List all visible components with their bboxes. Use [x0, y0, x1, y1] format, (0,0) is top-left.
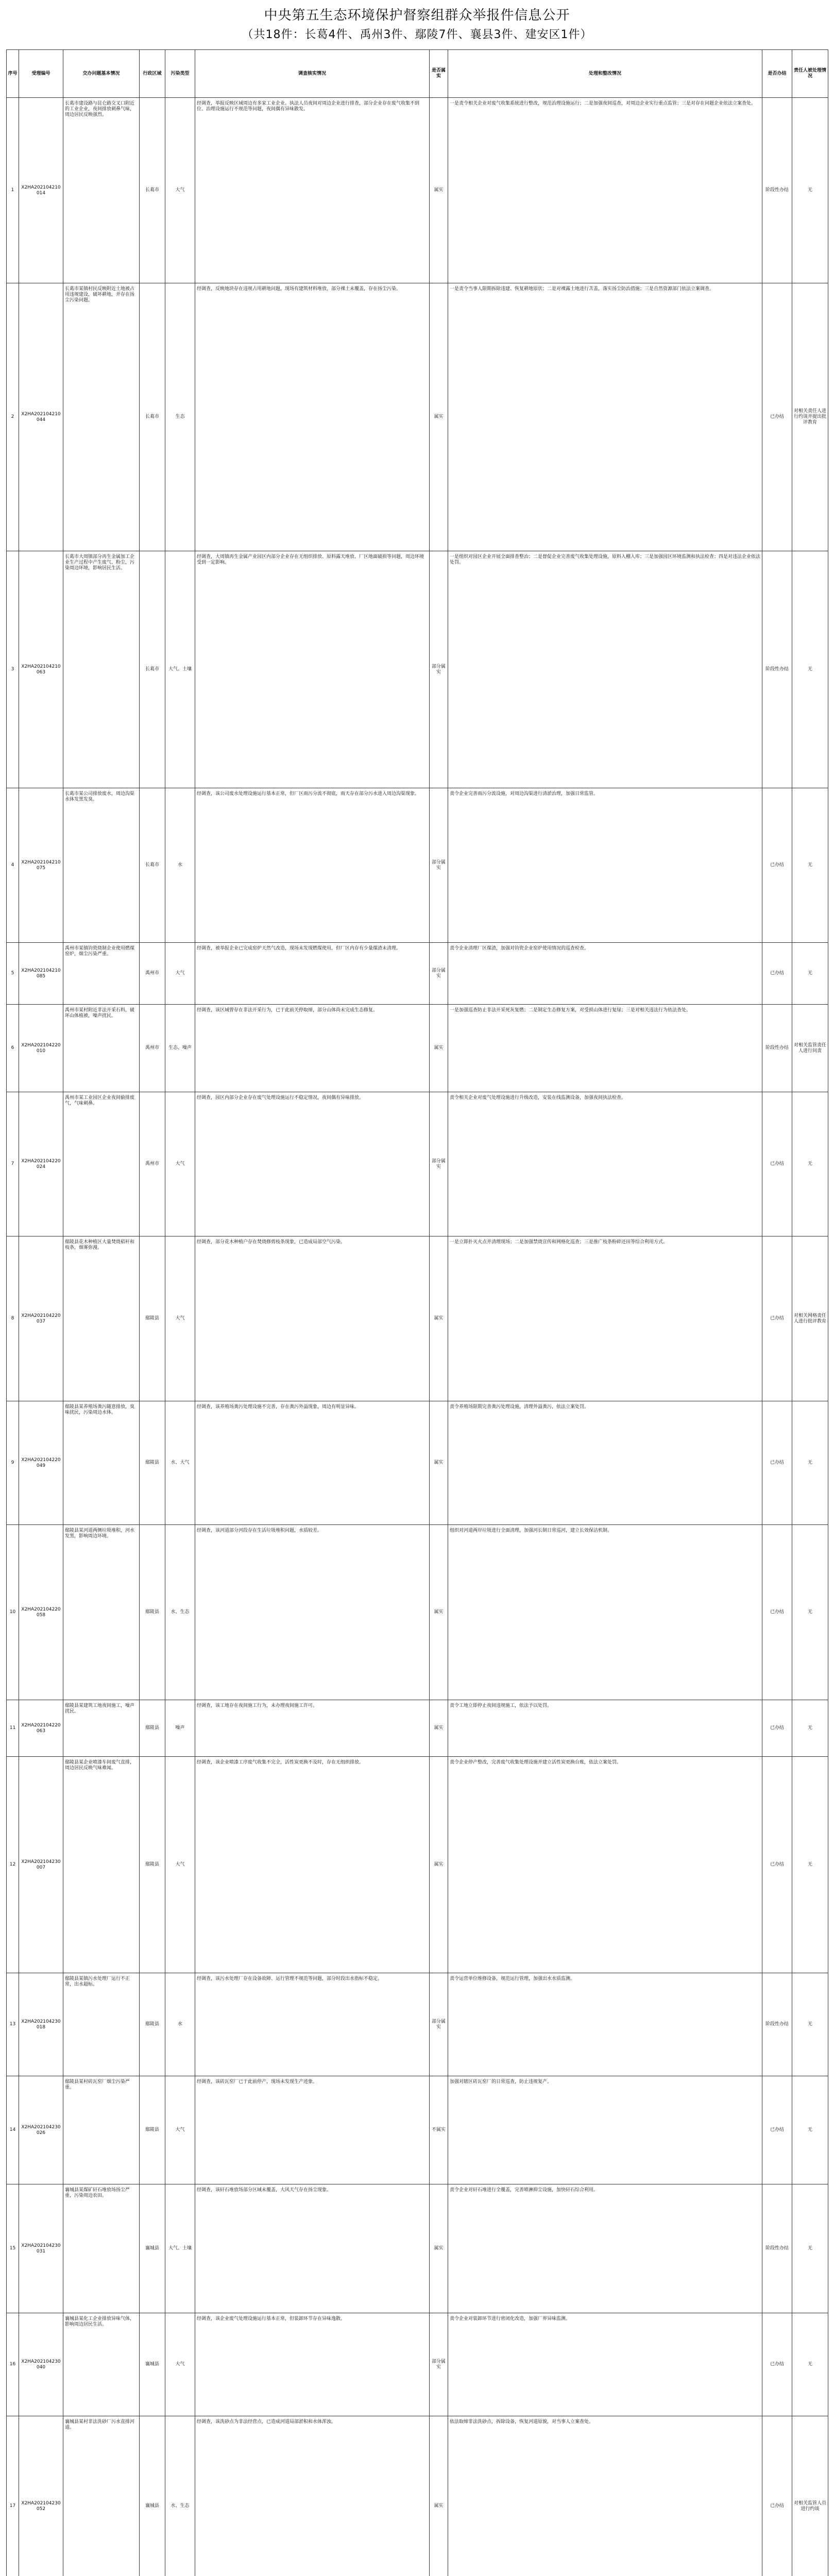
row-number: 17 — [7, 2416, 19, 2576]
verified-status: 部分属实 — [430, 551, 448, 788]
verified-status: 属实 — [430, 1005, 448, 1092]
closed-status: 已办结 — [762, 1525, 792, 1700]
issue-summary: 鄢陵县花木种植区大量焚烧秸秆和枝条，烟雾弥漫。 — [63, 1236, 140, 1401]
row-number: 7 — [7, 1092, 19, 1236]
table-row — [7, 283, 828, 551]
issue-summary: 鄢陵县某村砖瓦窑厂烟尘污染严重。 — [63, 2076, 140, 2184]
verified-status: 属实 — [430, 98, 448, 283]
pollution-type: 生态、噪声 — [165, 1005, 195, 1092]
table-row — [7, 1236, 828, 1401]
pollution-type: 大气、土壤 — [165, 2184, 195, 2313]
investigation-text: 经调查，被举报企业已完成窑炉天然气改造，现场未发现燃煤使用，但厂区内存有少量煤渣未清理。 — [195, 943, 430, 1005]
verified-status: 属实 — [430, 283, 448, 551]
accountability: 无 — [792, 943, 828, 1005]
handling-text: 责令企业完善雨污分流设施，对周边沟渠进行清淤治理，加强日常监管。 — [448, 788, 762, 943]
handling-text: 一是立即扑灭火点并清理现场；二是加强禁烧宣传和网格化巡查；三是推广枝条粉碎还田等综合利用方式。 — [448, 1236, 762, 1401]
handling-text: 责令相关企业对废气处理设施进行升级改造，安装在线监测设备，加强夜间执法检查。 — [448, 1092, 762, 1236]
investigation-text: 经调查，该工地存在夜间施工行为，未办理夜间施工许可。 — [195, 1700, 430, 1757]
region: 鄢陵县 — [140, 1700, 165, 1757]
issue-summary: 鄢陵县某建筑工地夜间施工，噪声扰民。 — [63, 1700, 140, 1757]
closed-status: 阶段性办结 — [762, 551, 792, 788]
closed-status: 已办结 — [762, 1401, 792, 1525]
accountability: 无 — [792, 2313, 828, 2416]
row-number: 8 — [7, 1236, 19, 1401]
row-number: 10 — [7, 1525, 19, 1700]
row-number: 9 — [7, 1401, 19, 1525]
table-row — [7, 943, 828, 1005]
row-number: 4 — [7, 788, 19, 943]
case-id: X2HA202104230052 — [19, 2416, 63, 2576]
issue-summary: 长葛市大周镇部分再生金属加工企业生产过程中产生废气、粉尘，污染周边环境，影响居民生活。 — [63, 551, 140, 788]
investigation-text: 经调查，该矸石堆放场部分区域未覆盖，大风天气存在扬尘现象。 — [195, 2184, 430, 2313]
column-header: 序号 — [7, 50, 19, 98]
investigation-text: 经调查，该企业废气处理设施运行基本正常，但装卸环节存在异味逸散。 — [195, 2313, 430, 2416]
investigation-text: 经调查，部分花木种植户存在焚烧修剪枝条现象，已造成局部空气污染。 — [195, 1236, 430, 1401]
verified-status: 属实 — [430, 2184, 448, 2313]
pollution-type: 大气 — [165, 943, 195, 1005]
accountability: 无 — [792, 98, 828, 283]
closed-status: 阶段性办结 — [762, 1973, 792, 2076]
investigation-text: 经调查，该养殖场粪污处理设施不完善，存在粪污外溢现象，周边有明显异味。 — [195, 1401, 430, 1525]
region: 禹州市 — [140, 943, 165, 1005]
table-row — [7, 2076, 828, 2184]
accountability: 无 — [792, 1525, 828, 1700]
region: 长葛市 — [140, 98, 165, 283]
handling-text: 责令企业对装卸环节进行密闭化改造，加强厂界异味监测。 — [448, 2313, 762, 2416]
pollution-type: 大气、土壤 — [165, 551, 195, 788]
case-id: X2HA202104230031 — [19, 2184, 63, 2313]
issue-summary: 禹州市某镇钧瓷烧制企业使用燃煤窑炉，烟尘污染严重。 — [63, 943, 140, 1005]
accountability: 无 — [792, 1757, 828, 1973]
column-header: 责任人被处理情况 — [792, 50, 828, 98]
closed-status: 已办结 — [762, 1092, 792, 1236]
column-header: 污染类型 — [165, 50, 195, 98]
accountability: 无 — [792, 1401, 828, 1525]
region: 长葛市 — [140, 283, 165, 551]
handling-text: 一是责令当事人限期拆除违建、恢复耕地原状；二是对裸露土地进行苫盖，落实扬尘防治措施；三是自然资源部门依法立案调查。 — [448, 283, 762, 551]
table-row — [7, 1700, 828, 1757]
column-header: 是否属实 — [430, 50, 448, 98]
verified-status: 属实 — [430, 1525, 448, 1700]
row-number: 13 — [7, 1973, 19, 2076]
investigation-text: 经调查，园区内部分企业存在废气处理设施运行不稳定情况，夜间偶有异味排放。 — [195, 1092, 430, 1236]
issue-summary: 长葛市建设路与昆仑路交叉口附近的工业企业，夜间排放刺鼻气味，周边居民反映强烈。 — [63, 98, 140, 283]
table-header-row — [7, 50, 828, 98]
pollution-type: 水 — [165, 1973, 195, 2076]
verified-status: 部分属实 — [430, 1973, 448, 2076]
region: 长葛市 — [140, 788, 165, 943]
pollution-type: 大气 — [165, 2313, 195, 2416]
region: 禹州市 — [140, 1005, 165, 1092]
column-header: 交办问题基本情况 — [63, 50, 140, 98]
case-id: X2HA202104220063 — [19, 1700, 63, 1757]
investigation-text: 经调查，该河道部分河段存在生活垃圾堆积问题，水质较差。 — [195, 1525, 430, 1700]
table-row — [7, 1005, 828, 1092]
issue-summary: 长葛市某镇村民反映附近土地被占用违规建设，破坏耕地，并存在扬尘污染问题。 — [63, 283, 140, 551]
verified-status: 部分属实 — [430, 2313, 448, 2416]
pollution-type: 噪声 — [165, 1700, 195, 1757]
case-id: X2HA202104210085 — [19, 943, 63, 1005]
document-subtitle: （共18件：长葛4件、禹州3件、鄢陵7件、襄县3件、建安区1件） — [242, 28, 592, 41]
pollution-type: 水、大气 — [165, 1401, 195, 1525]
verified-status: 部分属实 — [430, 788, 448, 943]
column-header: 是否办结 — [762, 50, 792, 98]
handling-text: 责令企业对矸石堆进行全覆盖，完善喷淋抑尘设施，加快矸石综合利用。 — [448, 2184, 762, 2313]
investigation-text: 经调查，该污水处理厂存在设备故障、运行管理不规范等问题，部分时段出水指标不稳定。 — [195, 1973, 430, 2076]
row-number: 2 — [7, 283, 19, 551]
row-number: 16 — [7, 2313, 19, 2416]
issue-summary: 禹州市某村附近非法开采石料，破坏山体植被，噪声扰民。 — [63, 1005, 140, 1092]
region: 长葛市 — [140, 551, 165, 788]
case-id: X2HA202104220024 — [19, 1092, 63, 1236]
region: 鄢陵县 — [140, 1973, 165, 2076]
closed-status: 阶段性办结 — [762, 2184, 792, 2313]
closed-status: 已办结 — [762, 2416, 792, 2576]
case-id: X2HA202104220058 — [19, 1525, 63, 1700]
case-id: X2HA202104230018 — [19, 1973, 63, 2076]
closed-status: 已办结 — [762, 1757, 792, 1973]
pollution-type: 大气 — [165, 2076, 195, 2184]
row-number: 15 — [7, 2184, 19, 2313]
verified-status: 不属实 — [430, 2076, 448, 2184]
accountability: 无 — [792, 1092, 828, 1236]
verified-status: 属实 — [430, 1700, 448, 1757]
investigation-text: 经调查，该洗砂点为非法经营点，已造成河道局部淤积和水体浑浊。 — [195, 2416, 430, 2576]
accountability: 无 — [792, 2076, 828, 2184]
case-id: X2HA202104220037 — [19, 1236, 63, 1401]
accountability: 对相关责任人进行约谈并提出批评教育 — [792, 283, 828, 551]
case-id: X2HA202104210044 — [19, 283, 63, 551]
closed-status: 已办结 — [762, 283, 792, 551]
handling-text: 组织对河道两岸垃圾进行全面清理，加强河长制日常巡河，建立长效保洁机制。 — [448, 1525, 762, 1700]
accountability: 无 — [792, 1973, 828, 2076]
row-number: 1 — [7, 98, 19, 283]
table-row — [7, 1525, 828, 1700]
region: 襄城县 — [140, 2184, 165, 2313]
row-number: 11 — [7, 1700, 19, 1757]
handling-text: 责令工地立即停止夜间违规施工，依法予以处罚。 — [448, 1700, 762, 1757]
verified-status: 属实 — [430, 1236, 448, 1401]
handling-text: 依法取缔非法洗砂点，拆除设备，恢复河道原貌，对当事人立案查处。 — [448, 2416, 762, 2576]
closed-status: 已办结 — [762, 2076, 792, 2184]
region: 鄢陵县 — [140, 1757, 165, 1973]
issue-summary: 襄城县某村非法洗砂厂污水直排河道。 — [63, 2416, 140, 2576]
closed-status: 已办结 — [762, 1700, 792, 1757]
pollution-type: 水、生态 — [165, 1525, 195, 1700]
closed-status: 已办结 — [762, 788, 792, 943]
issue-summary: 鄢陵县某养殖场粪污随意排放，臭味扰民，污染周边水体。 — [63, 1401, 140, 1525]
verified-status: 部分属实 — [430, 1092, 448, 1236]
issue-summary: 鄢陵县某企业喷漆车间废气直排，周边居民反映气味难闻。 — [63, 1757, 140, 1973]
region: 鄢陵县 — [140, 1236, 165, 1401]
investigation-text: 经调查，举报反映区域周边有多家工业企业。执法人员夜间对周边企业进行排查，部分企业存在废气收集不到位、治理设施运行不规范等问题，夜间偶有异味散发。 — [195, 98, 430, 283]
issue-summary: 鄢陵县某河道两侧垃圾堆积，河水发黑，影响周边环境。 — [63, 1525, 140, 1700]
accountability: 对相关监管责任人进行问责 — [792, 1005, 828, 1092]
pollution-type: 水 — [165, 788, 195, 943]
column-header: 调查核实情况 — [195, 50, 430, 98]
table-row — [7, 2184, 828, 2313]
handling-text: 责令运营单位维修设备，规范运行管理，加强出水水质监测。 — [448, 1973, 762, 2076]
investigation-text: 经调查，该企业喷漆工序废气收集不完全，活性炭更换不及时，存在无组织排放。 — [195, 1757, 430, 1973]
handling-text: 加强对辖区砖瓦窑厂的日常巡查，防止违规复产。 — [448, 2076, 762, 2184]
closed-status: 阶段性办结 — [762, 1005, 792, 1092]
pollution-type: 大气 — [165, 1757, 195, 1973]
accountability: 无 — [792, 1700, 828, 1757]
region: 鄢陵县 — [140, 1401, 165, 1525]
closed-status: 已办结 — [762, 943, 792, 1005]
case-id: X2HA202104230026 — [19, 2076, 63, 2184]
issue-summary: 鄢陵县某镇污水处理厂运行不正常，出水超标。 — [63, 1973, 140, 2076]
table-body — [7, 98, 828, 2576]
accountability: 对相关监管人员进行约谈 — [792, 2416, 828, 2576]
pollution-type: 水、生态 — [165, 2416, 195, 2576]
verified-status: 属实 — [430, 1401, 448, 1525]
region: 禹州市 — [140, 1092, 165, 1236]
investigation-text: 经调查，反映地块存在违规占用耕地问题，现场有建筑材料堆放，部分裸土未覆盖，存在扬尘污染。 — [195, 283, 430, 551]
table-row — [7, 788, 828, 943]
case-id: X2HA202104220049 — [19, 1401, 63, 1525]
accountability: 无 — [792, 788, 828, 943]
row-number: 3 — [7, 551, 19, 788]
table-row — [7, 1092, 828, 1236]
issue-summary: 襄城县某化工企业排放异味气体，影响周边居民生活。 — [63, 2313, 140, 2416]
row-number: 14 — [7, 2076, 19, 2184]
case-id: X2HA202104210014 — [19, 98, 63, 283]
row-number: 6 — [7, 1005, 19, 1092]
row-number: 12 — [7, 1757, 19, 1973]
case-id: X2HA202104210063 — [19, 551, 63, 788]
document-title: 中央第五生态环境保护督察组群众举报件信息公开 — [264, 8, 570, 23]
pollution-type: 生态 — [165, 283, 195, 551]
column-header: 处理和整改情况 — [448, 50, 762, 98]
investigation-text: 经调查，该公司废水处理设施运行基本正常，但厂区雨污分流不彻底，雨天存在部分污水进入周边沟渠现象。 — [195, 788, 430, 943]
closed-status: 阶段性办结 — [762, 98, 792, 283]
investigation-text: 经调查，大周镇再生金属产业园区内部分企业存在无组织排放、原料露天堆放、厂区地面破损等问题，周边环境受到一定影响。 — [195, 551, 430, 788]
document-header — [0, 0, 834, 49]
investigation-text: 经调查，该砖瓦窑厂已于此前停产，现场未发现生产迹象。 — [195, 2076, 430, 2184]
handling-text: 责令养殖场限期完善粪污处理设施，清理外溢粪污，依法立案处罚。 — [448, 1401, 762, 1525]
case-id: X2HA202104230040 — [19, 2313, 63, 2416]
accountability: 无 — [792, 551, 828, 788]
region: 襄城县 — [140, 2313, 165, 2416]
issue-summary: 长葛市某公司排放废水，周边沟渠水体发黑发臭。 — [63, 788, 140, 943]
handling-text: 一是责令相关企业对废气收集系统进行整改，规范治理设施运行；二是加强夜间巡查，对周边企业实行重点监管；三是对存在问题企业依法立案查处。 — [448, 98, 762, 283]
column-header: 行政区域 — [140, 50, 165, 98]
handling-text: 一是组织对园区企业开展全面排查整治；二是督促企业完善废气收集处理设施，原料入棚入库；三是加强园区环境监测和执法检查；四是对违法企业依法处罚。 — [448, 551, 762, 788]
region: 鄢陵县 — [140, 2076, 165, 2184]
verified-status: 属实 — [430, 2416, 448, 2576]
table-row — [7, 551, 828, 788]
investigation-text: 经调查，该区域曾存在非法开采行为，已于此前关停取缔，部分山体尚未完成生态修复。 — [195, 1005, 430, 1092]
issue-summary: 禹州市某工业园区企业夜间偷排废气，气味刺鼻。 — [63, 1092, 140, 1236]
table-row — [7, 1401, 828, 1525]
handling-text: 责令企业停产整改，完善废气收集处理设施并建立活性炭更换台账，依法立案处罚。 — [448, 1757, 762, 1973]
table-row — [7, 1757, 828, 1973]
pollution-type: 大气 — [165, 1236, 195, 1401]
table-row — [7, 2416, 828, 2576]
handling-text: 责令企业清理厂区煤渣，加强对钧瓷企业窑炉使用情况的巡查检查。 — [448, 943, 762, 1005]
closed-status: 已办结 — [762, 2313, 792, 2416]
region: 鄢陵县 — [140, 1525, 165, 1700]
verified-status: 属实 — [430, 1757, 448, 1973]
accountability: 对相关网格责任人进行批评教育 — [792, 1236, 828, 1401]
table-row — [7, 1973, 828, 2076]
case-id: X2HA202104210075 — [19, 788, 63, 943]
region: 襄城县 — [140, 2416, 165, 2576]
report-table — [6, 49, 828, 2576]
issue-summary: 襄城县某煤矿矸石堆放场扬尘严重，污染周边农田。 — [63, 2184, 140, 2313]
table-row — [7, 2313, 828, 2416]
pollution-type: 大气 — [165, 1092, 195, 1236]
column-header: 受理编号 — [19, 50, 63, 98]
accountability: 无 — [792, 2184, 828, 2313]
case-id: X2HA202104230007 — [19, 1757, 63, 1973]
handling-text: 一是加强巡查防止非法开采死灰复燃；二是制定生态修复方案，对受损山体进行复绿；三是对相关违法行为依法查处。 — [448, 1005, 762, 1092]
closed-status: 已办结 — [762, 1236, 792, 1401]
table-row — [7, 98, 828, 283]
verified-status: 部分属实 — [430, 943, 448, 1005]
row-number: 5 — [7, 943, 19, 1005]
pollution-type: 大气 — [165, 98, 195, 283]
case-id: X2HA202104220010 — [19, 1005, 63, 1092]
